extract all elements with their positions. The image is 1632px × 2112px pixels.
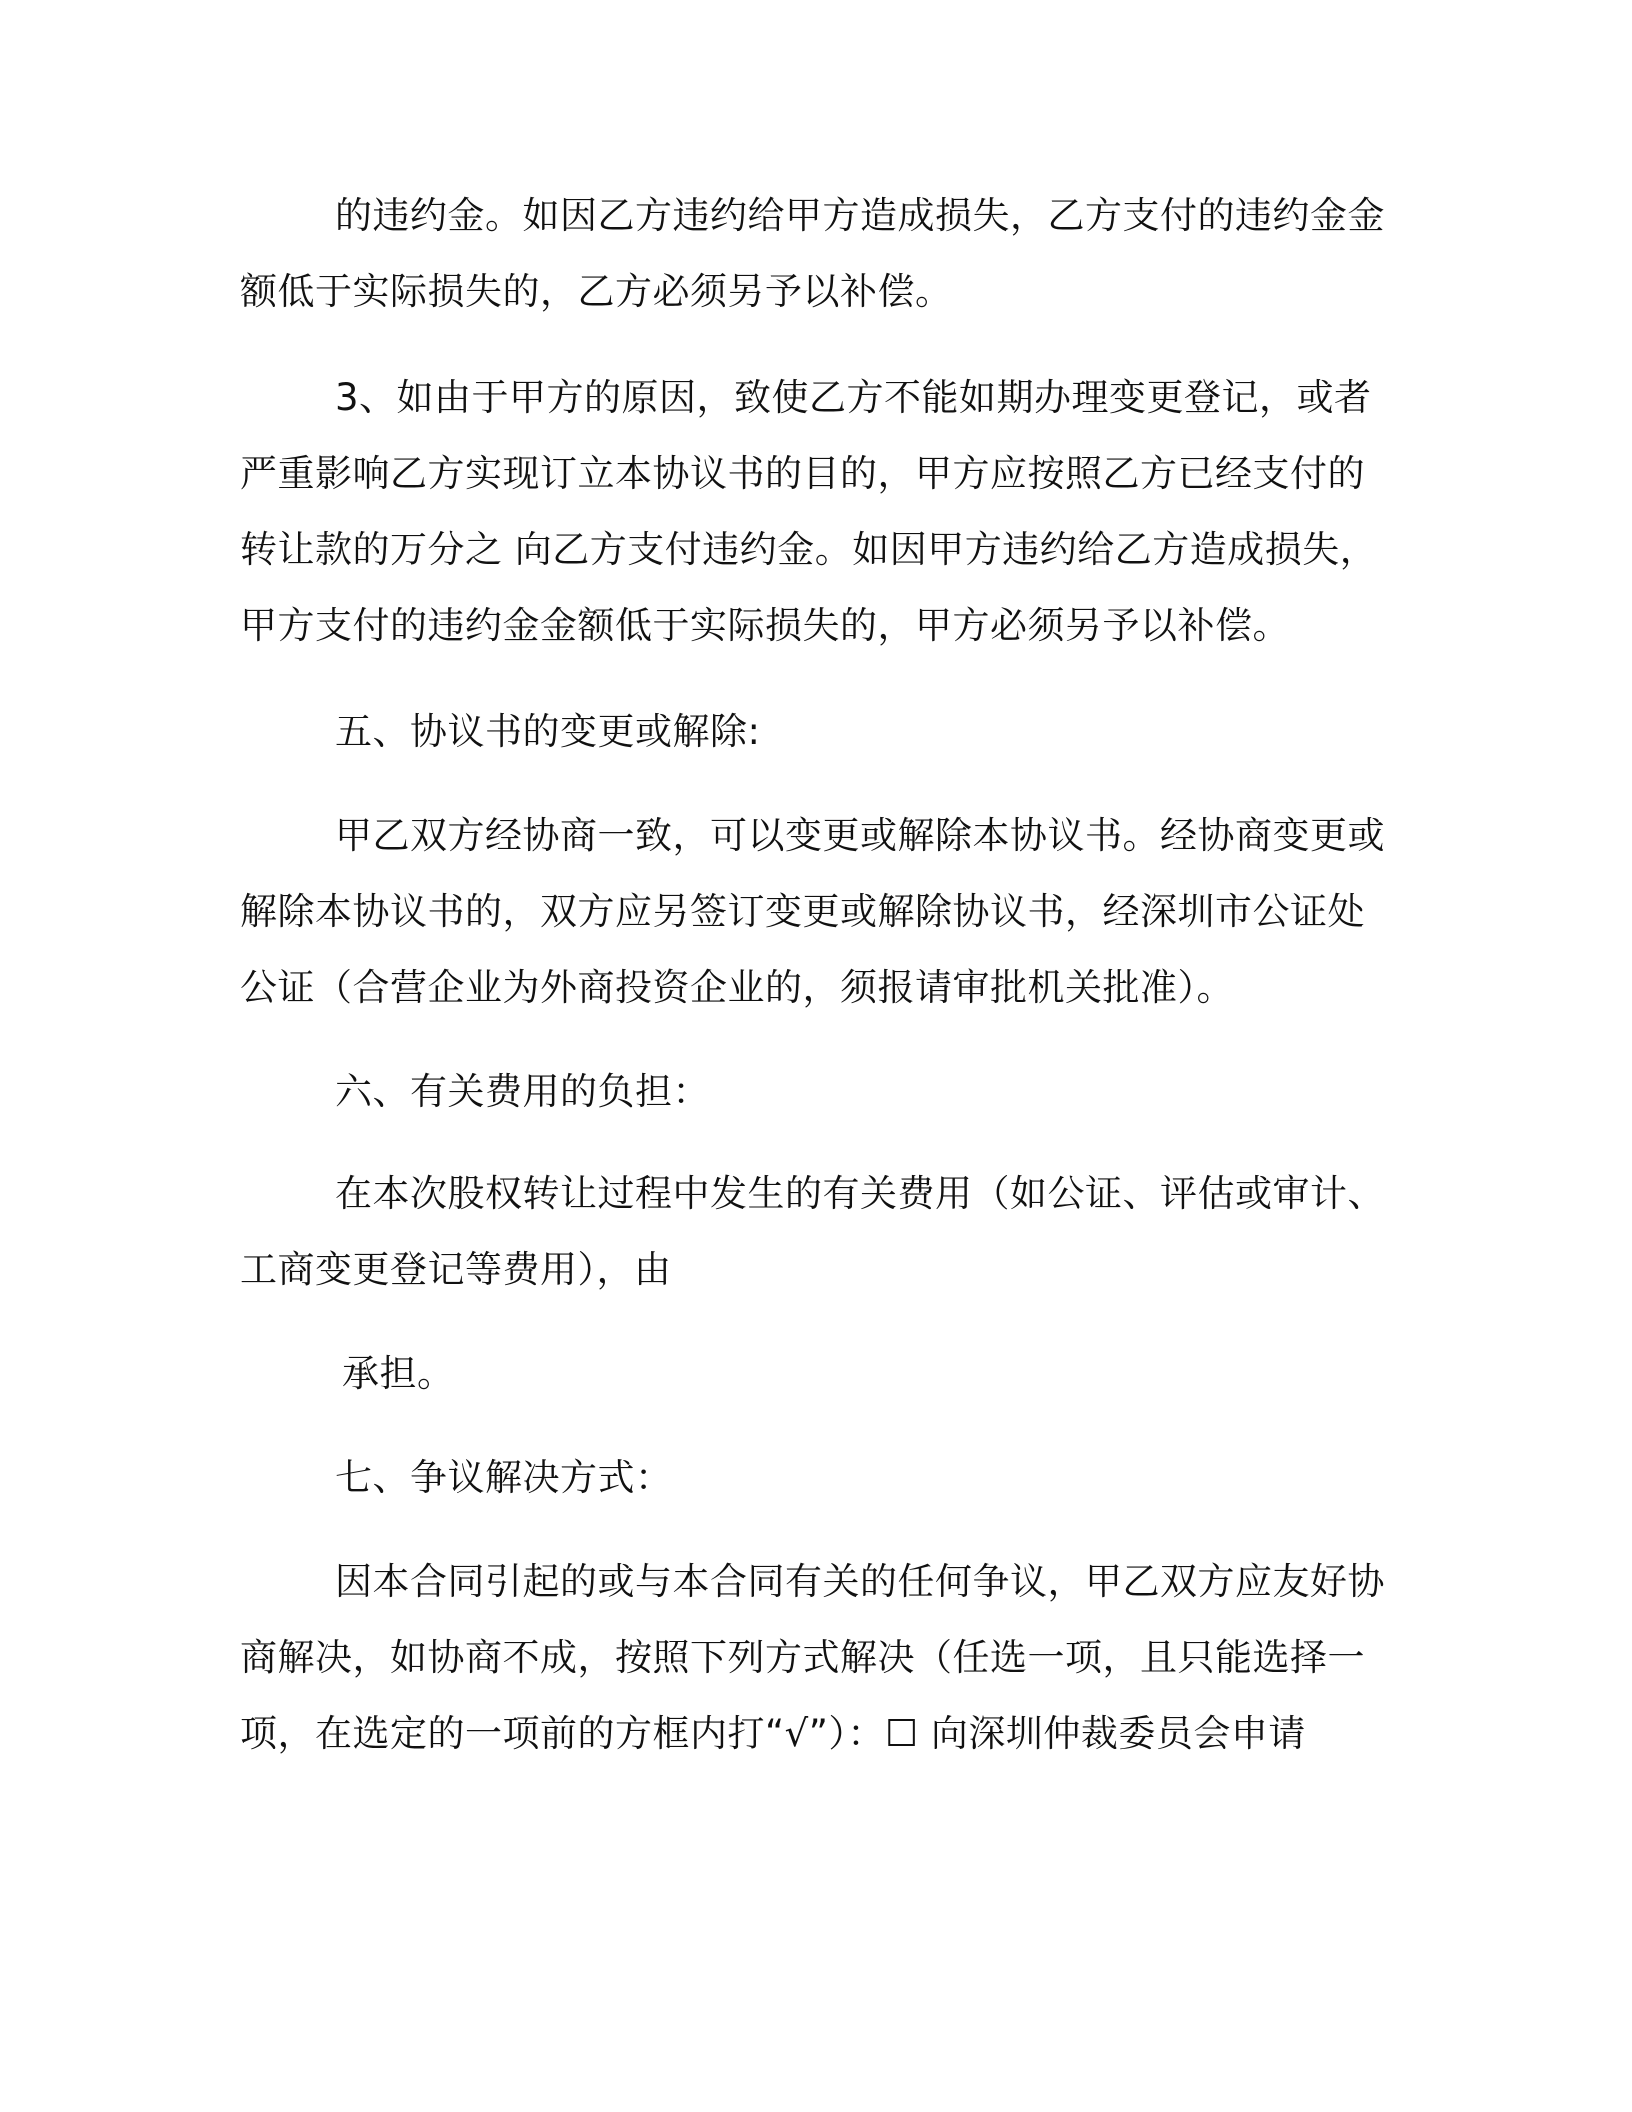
paragraph-line: 商解决，如协商不成，按照下列方式解决（任选一项，且只能选择一 xyxy=(240,1636,1365,1679)
paragraph-line: 甲乙双方经协商一致，可以变更或解除本协议书。经协商变更或 xyxy=(335,814,1385,857)
paragraph-line: 在本次股权转让过程中发生的有关费用（如公证、评估或审计、 xyxy=(335,1172,1385,1215)
paragraph-line: 因本合同引起的或与本合同有关的任何争议，甲乙双方应友好协 xyxy=(335,1560,1385,1603)
paragraph-line: 工商变更登记等费用），由 xyxy=(240,1248,672,1291)
paragraph-line: 严重影响乙方实现订立本协议书的目的，甲方应按照乙方已经支付的 xyxy=(240,452,1365,495)
section-heading: 七、争议解决方式： xyxy=(335,1456,673,1499)
paragraph-line: 项，在选定的一项前的方框内打“√”）：☐ 向深圳仲裁委员会申请 xyxy=(240,1712,1306,1755)
paragraph-line: 额低于实际损失的，乙方必须另予以补偿。 xyxy=(240,270,953,313)
paragraph-line: 3、如由于甲方的原因，致使乙方不能如期办理变更登记，或者 xyxy=(335,376,1372,419)
paragraph-line: 解除本协议书的，双方应另签订变更或解除协议书，经深圳市公证处 xyxy=(240,890,1365,933)
paragraph-line: 转让款的万分之 向乙方支付违约金。如因甲方违约给乙方造成损失， xyxy=(240,528,1378,571)
paragraph-line: 甲方支付的违约金金额低于实际损失的，甲方必须另予以补偿。 xyxy=(240,604,1290,647)
paragraph-line: 承担。 xyxy=(342,1352,455,1395)
section-heading: 六、有关费用的负担： xyxy=(335,1070,710,1113)
paragraph-line: 的违约金。如因乙方违约给甲方造成损失，乙方支付的违约金金 xyxy=(335,194,1385,237)
section-heading: 五、协议书的变更或解除: xyxy=(335,710,761,753)
paragraph-line: 公证（合营企业为外商投资企业的，须报请审批机关批准）。 xyxy=(240,966,1234,1009)
